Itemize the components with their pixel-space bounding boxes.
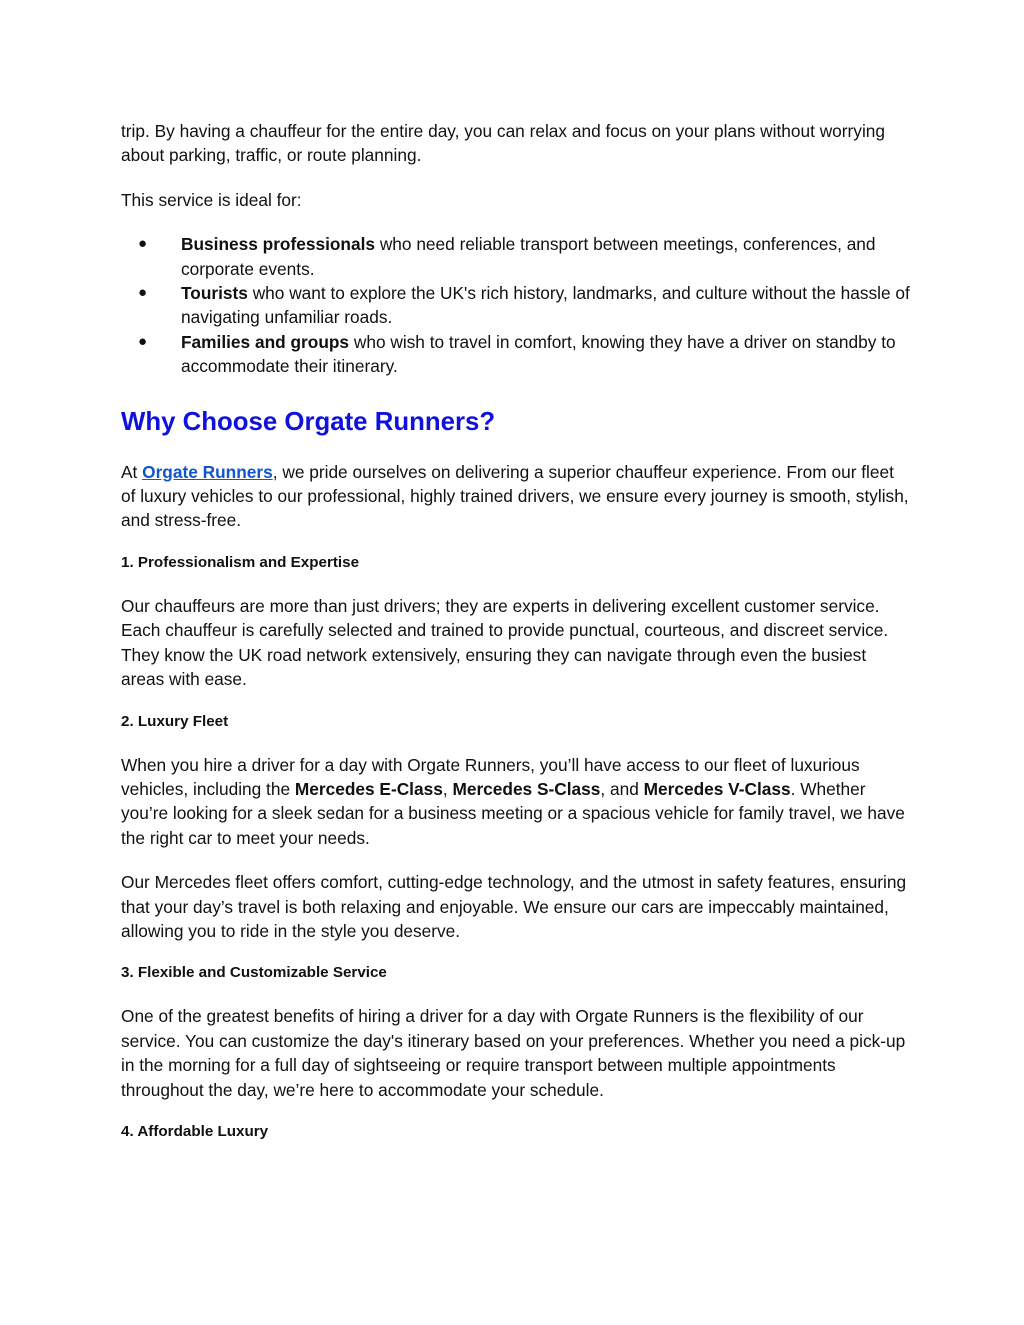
section-3-heading: 3. Flexible and Customizable Service	[121, 964, 387, 982]
section-2-text-a: When you hire a driver for a day with Orgate Runners, you’ll have access to our fleet of luxurious vehicles, including the	[121, 754, 860, 799]
bullet-icon: ●	[138, 284, 148, 302]
section-3-body: One of the greatest benefits of hiring a driver for a day with Orgate Runners is the flexibility of our service. You can customize the day's itinerary based on your preferences. Whether you need a pick-up in the morning for a full day of sightseeing or require transport between multiple appointments throughout the day, we’re here to accommodate your schedule.	[121, 1006, 906, 1100]
section-4-heading: 4. Affordable Luxury	[121, 1122, 269, 1140]
section-2-text-b: . Whether you’re looking for a sleek sedan for a business meeting or a spacious vehicle for family travel, we have the right car to meet your needs.	[121, 778, 905, 848]
why-pre-text: At	[121, 461, 143, 482]
ideal-for-intro: This service is ideal for:	[121, 189, 302, 210]
bullet-icon: ●	[138, 332, 148, 350]
section-1-body: Our chauffeurs are more than just drivers; they are experts in delivering excellent customer service. Each chauffeur is carefully selected and trained to provide punctual, courteous, and discreet service. They know the UK road network extensively, ensuring they can navigate through even the busiest areas with ease.	[121, 595, 889, 690]
car-v-class: Mercedes V-Class	[643, 778, 791, 799]
why-choose-paragraph	[121, 460, 911, 533]
car-e-class: Mercedes E-Class	[294, 778, 443, 799]
list-item	[121, 232, 911, 281]
car-s-class: Mercedes S-Class	[452, 778, 601, 799]
section-2-paragraph-1	[121, 753, 911, 851]
why-post-text: , we pride ourselves on delivering a superior chauffeur experience. From our fleet of luxury vehicles to our professional, highly trained drivers, we ensure every journey is smooth, stylish, and stress-free.	[121, 461, 909, 531]
list-item-bold: Tourists	[181, 283, 248, 304]
list-item-bold: Business professionals	[181, 234, 376, 255]
list-item-bold: Families and groups	[181, 331, 350, 352]
intro-paragraph: trip. By having a chauffeur for the entire day, you can relax and focus on your plans without worrying about parking, traffic, or route planning.	[121, 121, 886, 166]
list-item-text: who need reliable transport between meetings, conferences, and corporate events.	[181, 234, 876, 279]
list-item-text: who want to explore the UK's rich history, landmarks, and culture without the hassle of navigating unfamiliar roads.	[181, 283, 910, 328]
document-content	[121, 119, 911, 1142]
section-1-heading: 1. Professionalism and Expertise	[121, 553, 360, 571]
section-2-paragraph-2: Our Mercedes fleet offers comfort, cutting-edge technology, and the utmost in safety features, ensuring that your day’s travel is both relaxing and enjoyable. We ensure our cars are impeccably maintained, allowing you to ride in the style you deserve.	[121, 872, 907, 941]
orgate-runners-link[interactable]: Orgate Runners	[142, 461, 273, 482]
list-item	[121, 281, 911, 330]
why-choose-heading: Why Choose Orgate Runners?	[121, 407, 496, 436]
list-item-text: who wish to travel in comfort, knowing they have a driver on standby to accommodate their itinerary.	[181, 331, 896, 377]
ideal-for-list	[121, 232, 911, 378]
separator: ,	[442, 778, 453, 799]
list-item	[121, 330, 911, 379]
separator: , and	[600, 778, 644, 799]
bullet-icon: ●	[138, 235, 148, 253]
section-2-heading: 2. Luxury Fleet	[121, 712, 229, 730]
